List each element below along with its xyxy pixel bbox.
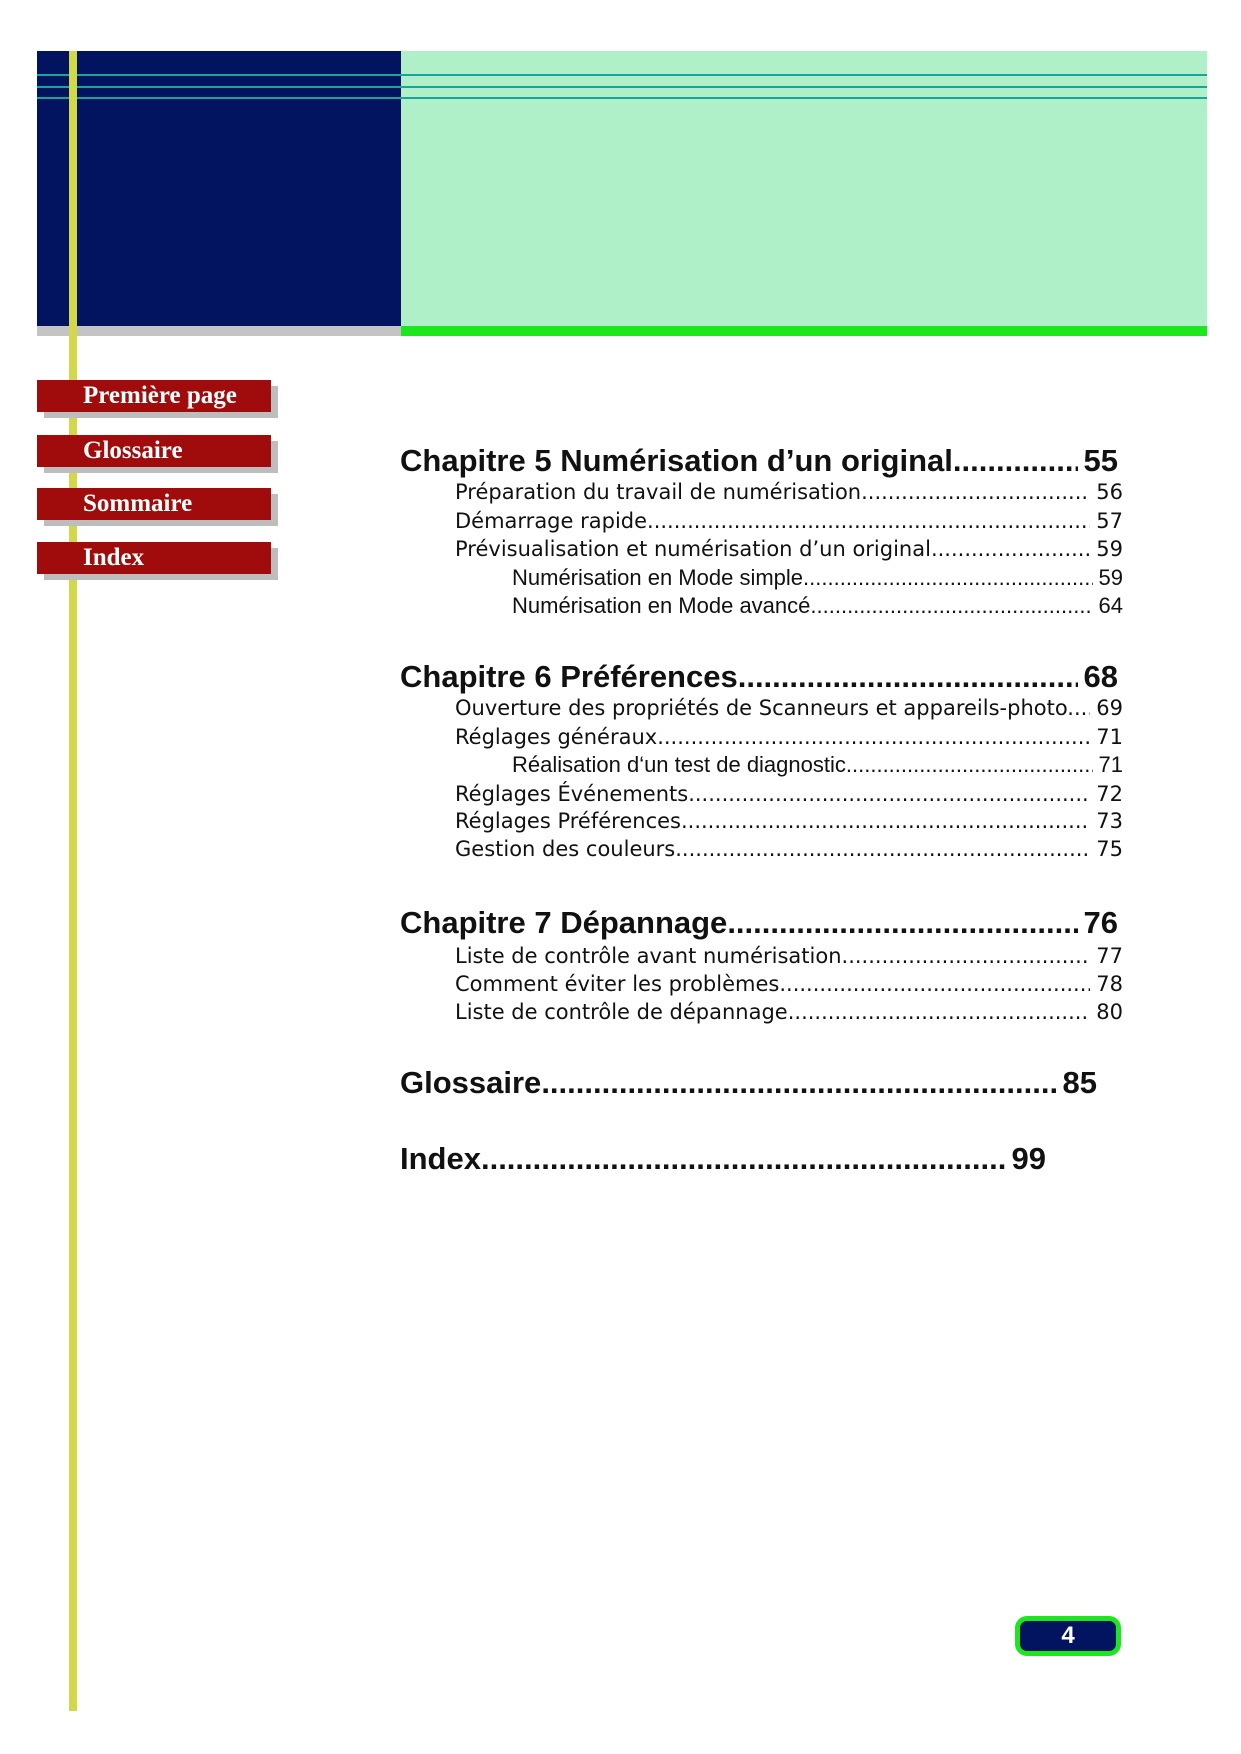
toc-chapter-7[interactable] <box>400 905 1118 941</box>
toc-entry-title: Réglages Préférences <box>455 809 681 833</box>
toc-entry-page: 71 <box>1096 725 1123 749</box>
toc-leader-dots <box>727 905 1077 941</box>
toc-entry-title: Réalisation d‘un test de diagnostic <box>512 752 846 777</box>
nav-glossary-button[interactable]: Glossaire <box>37 435 271 467</box>
toc-leader-dots <box>861 480 1090 504</box>
toc-entry-title: Gestion des couleurs <box>455 837 676 861</box>
toc-entry-page: 68 <box>1083 659 1118 694</box>
toc-entry-title: Ouverture des propriétés de Scanneurs et appareils-photo. <box>455 696 1074 720</box>
toc-entry-title: Index <box>400 1141 481 1176</box>
toc-leader-dots <box>681 809 1090 833</box>
toc-section[interactable] <box>455 480 1123 504</box>
toc-entry-title: Glossaire <box>400 1065 542 1100</box>
toc-section[interactable] <box>455 1000 1123 1024</box>
toc-leader-dots <box>953 443 1078 479</box>
toc-leader-dots <box>842 944 1091 968</box>
toc-entry-page: 64 <box>1098 593 1123 618</box>
toc-chapter-6[interactable] <box>400 659 1118 695</box>
toc-leader-dots <box>675 837 1090 861</box>
toc-entry-title: Numérisation en Mode simple <box>512 565 804 590</box>
toc-entry-title: Liste de contrôle de dépannage <box>455 1000 788 1024</box>
toc-subsection[interactable] <box>512 565 1123 591</box>
toc-section[interactable] <box>455 696 1123 720</box>
toc-entry-title: Chapitre 7 Dépannage <box>400 905 728 940</box>
toc-chapter-5[interactable] <box>400 443 1118 479</box>
toc-leader-dots <box>541 1065 1056 1101</box>
toc-section[interactable] <box>455 837 1123 861</box>
toc-leader-dots <box>810 593 1092 619</box>
toc-entry-page: 56 <box>1096 480 1123 504</box>
toc-entry-page: 85 <box>1062 1065 1097 1100</box>
toc-leader-dots <box>657 725 1090 749</box>
toc-leader-dots <box>481 1141 1006 1177</box>
toc-section[interactable] <box>455 944 1123 968</box>
toc-entry-page: 69 <box>1096 696 1123 720</box>
toc-leader-dots <box>846 752 1093 778</box>
toc-section[interactable] <box>455 537 1123 561</box>
toc-leader-dots <box>931 537 1090 561</box>
toc-section[interactable] <box>455 725 1123 749</box>
toc-section[interactable] <box>455 809 1123 833</box>
toc-entry-page: 71 <box>1098 752 1123 777</box>
toc-index[interactable] <box>400 1141 1046 1177</box>
nav-contents-button[interactable]: Sommaire <box>37 488 271 520</box>
toc-subsection[interactable] <box>512 752 1123 778</box>
header-rule <box>37 97 1207 99</box>
toc-entry-page: 59 <box>1098 565 1123 590</box>
toc-entry-page: 99 <box>1011 1141 1046 1176</box>
toc-entry-page: 57 <box>1096 509 1123 533</box>
nav-index-button[interactable]: Index <box>37 542 271 574</box>
nav-first-page-button[interactable]: Première page <box>37 380 271 412</box>
toc-entry-page: 72 <box>1096 782 1123 806</box>
toc-glossary[interactable] <box>400 1065 1097 1101</box>
toc-leader-dots <box>647 509 1090 533</box>
toc-leader-dots <box>788 1000 1091 1024</box>
toc-section[interactable] <box>455 509 1123 533</box>
header-underline-green <box>401 326 1207 336</box>
toc-entry-page: 78 <box>1096 972 1123 996</box>
toc-entry-page: 80 <box>1096 1000 1123 1024</box>
toc-entry-title: Préparation du travail de numérisation <box>455 480 862 504</box>
toc-entry-title: Liste de contrôle avant numérisation <box>455 944 842 968</box>
toc-entry-title: Démarrage rapide <box>455 509 648 533</box>
header-rule <box>37 86 1207 88</box>
toc-entry-title: Réglages généraux <box>455 725 658 749</box>
toc-entry-page: 76 <box>1083 905 1118 940</box>
toc-entry-page: 55 <box>1083 443 1118 478</box>
header-rule <box>37 74 1207 76</box>
header-banner-dark <box>37 51 401 326</box>
toc-entry-page: 75 <box>1096 837 1123 861</box>
toc-entry-title: Numérisation en Mode avancé <box>512 593 811 618</box>
toc-entry-title: Réglages Événements <box>455 782 689 806</box>
page-number-badge: 4 <box>1015 1616 1121 1656</box>
toc-entry-title: Chapitre 6 Préférences <box>400 659 738 694</box>
left-vertical-rail <box>69 51 77 1711</box>
toc-leader-dots <box>1074 696 1090 720</box>
toc-entry-title: Prévisualisation et numérisation d’un original <box>455 537 931 561</box>
toc-entry-page: 73 <box>1096 809 1123 833</box>
header-banner-light <box>401 51 1207 326</box>
header-underline-grey <box>37 326 401 336</box>
toc-entry-page: 77 <box>1096 944 1123 968</box>
toc-leader-dots <box>803 565 1092 591</box>
toc-leader-dots <box>738 659 1078 695</box>
toc-entry-page: 59 <box>1096 537 1123 561</box>
toc-section[interactable] <box>455 782 1123 806</box>
toc-section[interactable] <box>455 972 1123 996</box>
toc-subsection[interactable] <box>512 593 1123 619</box>
toc-leader-dots <box>779 972 1090 996</box>
toc-entry-title: Comment éviter les problèmes <box>455 972 780 996</box>
toc-entry-title: Chapitre 5 Numérisation d’un original <box>400 443 953 478</box>
toc-leader-dots <box>688 782 1090 806</box>
